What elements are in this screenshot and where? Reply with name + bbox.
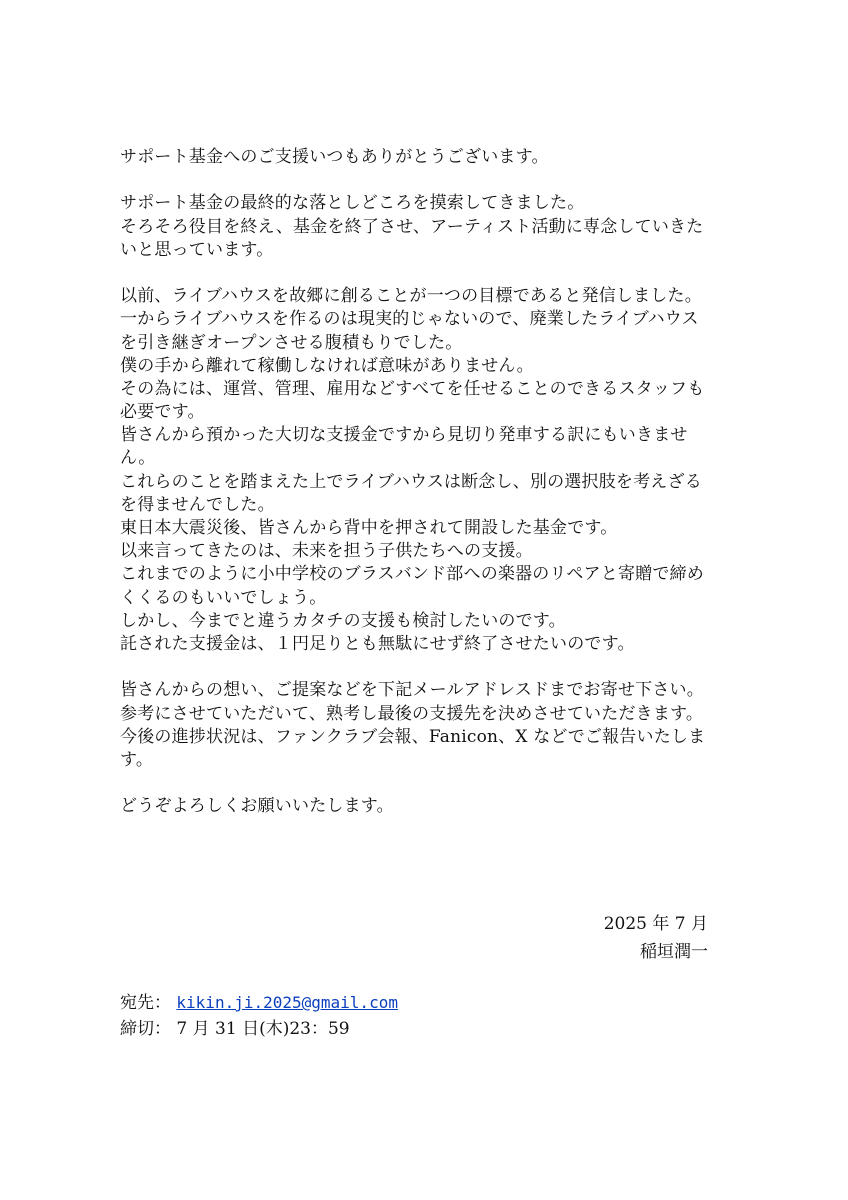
paragraph1-line: いと思っています。: [120, 239, 274, 260]
paragraph2-line: ん。: [120, 448, 156, 469]
deadline-row: [120, 1016, 398, 1042]
email-link[interactable]: kikin.ji.2025@gmail.com: [176, 993, 398, 1012]
recipient-label: 宛先：: [120, 993, 171, 1013]
paragraph-gap: [120, 262, 730, 285]
signature-block: [604, 910, 708, 966]
contact-block: [120, 990, 398, 1042]
paragraph3-line: 皆さんからの想い、ご提案などを下記メールアドレスドまでお寄せ下さい。: [120, 680, 704, 701]
paragraph2-line: 僕の手から離れて稼働しなければ意味がありません。: [120, 355, 534, 376]
paragraph2-line: 以来言ってきたのは、未来を担う子供たちへの支援。: [120, 541, 533, 562]
paragraph2-line: これらのことを踏まえた上でライブハウスは断念し、別の選択肢を考えざる: [120, 471, 702, 492]
paragraph2-line: しかし、今までと違うカタチの支援も検討したいのです。: [120, 610, 566, 631]
paragraph-gap: [120, 772, 730, 795]
closing-line: どうぞよろしくお願いいたします。: [120, 796, 394, 817]
paragraph1-line: サポート基金の最終的な落としどころを摸索してきました。: [120, 193, 585, 214]
recipient-row: [120, 990, 398, 1016]
author-name: 稲垣潤一: [640, 942, 708, 962]
paragraph2-line: 皆さんから預かった大切な支援金ですから見切り発車する訳にもいきませ: [120, 425, 688, 446]
paragraph1-line: そろそろ役目を終え、基金を終了させ、アーティスト活動に専念していきた: [120, 216, 704, 237]
deadline-value: 7 月 31 日(木)23：59: [176, 1019, 350, 1039]
paragraph2-line: その為には、運営、管理、雇用などすべてを任せることのできるスタッフも: [120, 378, 705, 399]
paragraph2-line: 東日本大震災後、皆さんから背中を押されて開設した基金です。: [120, 518, 618, 538]
paragraph3-line: 今後の進捗状況は、ファンクラブ会報、Fanicon、X などでご報告いたしま: [120, 726, 706, 747]
paragraph3-line: 参考にさせていただいて、熟考し最後の支援先を決めさせていただきます。: [120, 703, 704, 724]
paragraph2-line: を引き継ぎオープンさせる腹積もりでした。: [120, 332, 463, 353]
paragraph2-line: 必要です。: [120, 402, 205, 423]
deadline-label: 締切：: [120, 1019, 171, 1039]
paragraph2-line: くくるのもいいでしょう。: [120, 587, 327, 608]
letter-body: [120, 146, 730, 818]
paragraph2-line: 以前、ライブハウスを故郷に創ることが一つの目標であると発信しました。: [120, 286, 702, 307]
paragraph2-line: を得ませんでした。: [120, 494, 275, 515]
paragraph2-line: 託された支援金は、１円足りとも無駄にせず終了させたいのです。: [120, 633, 635, 654]
letter-date: 2025 年 7 月: [603, 914, 708, 934]
paragraph2-line: これまでのように小中学校のブラスバンド部への楽器のリペアと寄贈で締め: [120, 564, 704, 585]
paragraph-gap: [120, 656, 730, 679]
paragraph-gap: [120, 169, 730, 192]
paragraph2-line: 一からライブハウスを作るのは現実的じゃないので、廃業したライブハウス: [120, 309, 699, 330]
greeting-line: サポート基金へのご支援いつもありがとうございます。: [120, 147, 549, 167]
paragraph3-line: す。: [120, 749, 154, 770]
